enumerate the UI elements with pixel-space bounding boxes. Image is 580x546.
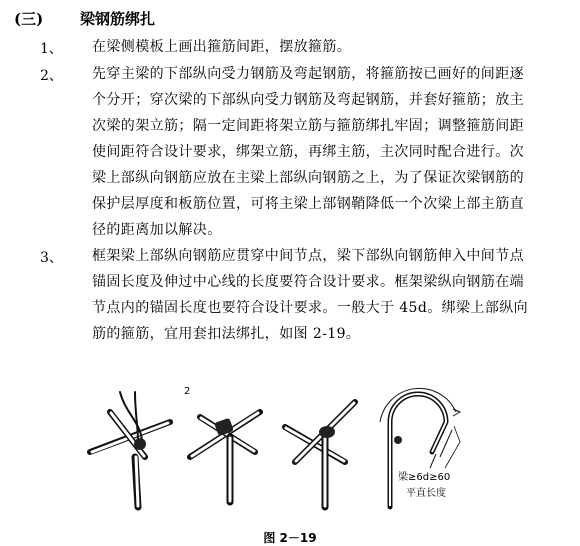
text-line: 在梁侧模板上画出箍筋间距，摆放箍筋。 [92,39,352,55]
section-number: (三) [14,10,44,28]
section-heading [14,8,155,29]
figure-sub-label: 2 [184,386,191,397]
text-line: 筋的箍筋，宜用套扣法绑扎，如图 2-19。 [92,326,361,342]
text-line: 梁上部纵向钢筋应放在主梁上部纵向钢筋之上，为了保证次梁钢筋的 [92,170,524,186]
rebar-tying-figure [80,382,480,512]
hook-straight-length-label: 平直长度 [406,488,446,499]
text-line: 框架梁上部纵向钢筋应贯穿中间节点，梁下部纵向钢筋伸入中间节点 [92,248,524,264]
list-item-index: 3、 [40,250,63,266]
tie-diagram-2 [190,412,260,502]
list-item-text [92,61,576,243]
list-item-text [92,34,576,60]
list-item-index: 2、 [40,68,63,84]
list-item-text [92,243,576,347]
text-line: 节点内的锚固长度也要符合设计要求。一般大于 45d。绑梁上部纵向 [92,300,529,316]
hook-length-label: 梁≥6d≥60 [398,472,451,483]
list-item-index: 1、 [40,41,63,57]
text-line: 个分开；穿次梁的下部纵向受力钢筋及弯起钢筋，并套好箍筋；放主 [92,92,524,108]
text-line: 次梁的架立筋；隔一定间距将架立筋与箍筋绑扎牢固；调整箍筋间距 [92,118,524,134]
tie-diagram-1 [90,392,170,507]
figure-caption: 图 2－19 [263,531,317,545]
section-title: 梁钢筋绑扎 [80,10,156,28]
text-line: 径的距离加以解决。 [92,222,222,238]
tie-diagram-3 [285,402,355,507]
text-line: 锚固长度及伸过中心线的长度要符合设计要求。框架梁纵向钢筋在端 [92,274,524,290]
text-line: 先穿主梁的下部纵向受力钢筋及弯起钢筋，将箍筋按已画好的间距逐 [92,66,524,82]
text-line: 保护层厚度和板筋位置，可将主梁上部钢鞘降低一个次梁上部主筋直 [92,196,524,212]
text-line: 使间距符合设计要求，绑架立筋，再绑主筋，主次同时配合进行。次 [92,144,524,160]
